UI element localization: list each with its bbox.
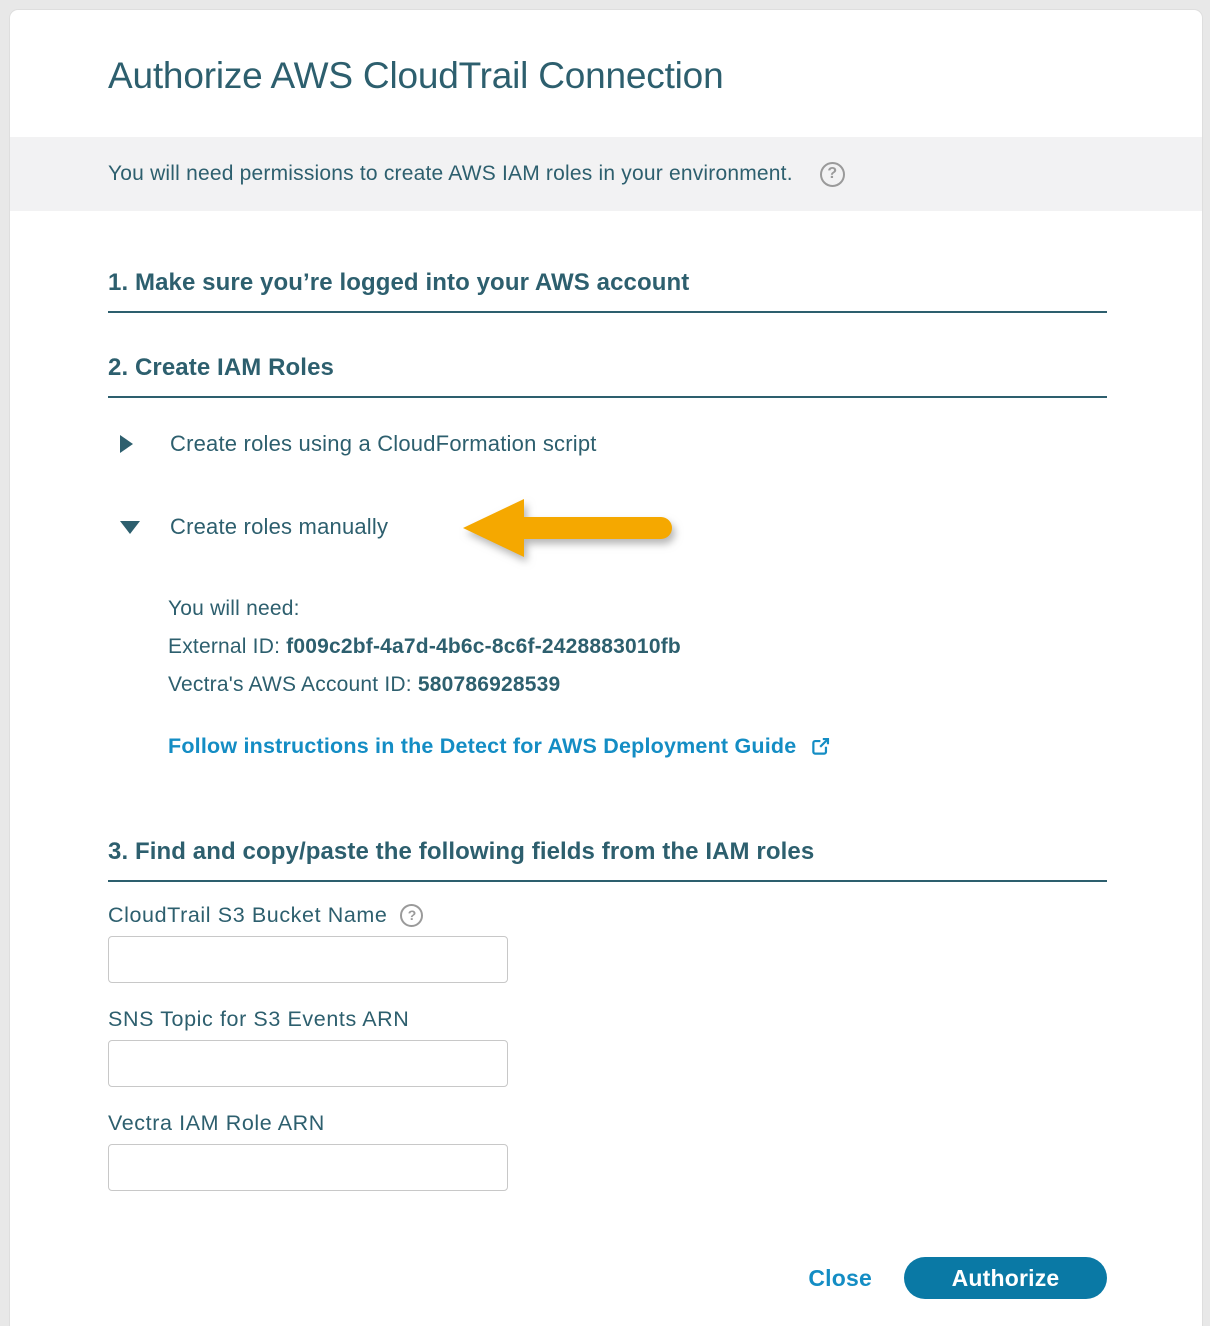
vectra-iam-role-arn-label: Vectra IAM Role ARN [108, 1111, 325, 1135]
annotation-arrow-icon [463, 497, 675, 561]
cloudtrail-s3-bucket-label: CloudTrail S3 Bucket Name [108, 903, 388, 927]
manual-roles-details [168, 590, 1107, 704]
deployment-guide-link[interactable] [168, 732, 831, 760]
page-title: Authorize AWS CloudTrail Connection [108, 55, 724, 96]
external-id-line: External ID: f009c2bf-4a7d-4b6c-8c6f-2428883010fb [168, 635, 681, 658]
manual-roles-disclosure-label: Create roles manually [170, 514, 389, 539]
cloudformation-disclosure-label: Create roles using a CloudFormation script [170, 431, 597, 456]
account-id-line: Vectra's AWS Account ID: 580786928539 [168, 673, 561, 696]
chevron-down-icon [120, 521, 140, 534]
permissions-banner [10, 137, 1202, 211]
step1-heading: 1. Make sure you’re logged into your AWS account [108, 268, 1107, 313]
deployment-guide-link-label: Follow instructions in the Detect for AWS Deployment Guide [168, 734, 797, 758]
authorize-button[interactable]: Authorize [904, 1257, 1107, 1299]
chevron-right-icon [120, 435, 133, 453]
field-cloudtrail-s3-bucket [108, 902, 1107, 983]
external-id-value: f009c2bf-4a7d-4b6c-8c6f-2428883010fb [286, 635, 681, 658]
step2-heading: 2. Create IAM Roles [108, 353, 1107, 398]
field-vectra-iam-role-arn [108, 1110, 1107, 1191]
permissions-banner-text: You will need permissions to create AWS IAM roles in your environment. [108, 162, 793, 185]
cloudformation-disclosure-row[interactable] [108, 431, 597, 457]
authorize-cloudtrail-modal [10, 10, 1202, 1326]
sns-topic-arn-label: SNS Topic for S3 Events ARN [108, 1007, 410, 1031]
manual-roles-disclosure-row[interactable] [108, 514, 388, 540]
help-circle-icon[interactable]: ? [400, 904, 423, 927]
modal-footer [108, 1257, 1107, 1299]
help-circle-icon[interactable]: ? [820, 162, 845, 187]
field-sns-topic-arn [108, 1006, 1107, 1087]
external-link-icon [810, 736, 831, 757]
account-id-value: 580786928539 [417, 673, 561, 696]
sns-topic-arn-input[interactable] [108, 1040, 508, 1087]
cloudtrail-s3-bucket-input[interactable] [108, 936, 508, 983]
step3-heading: 3. Find and copy/paste the following fields from the IAM roles [108, 837, 1107, 882]
close-button[interactable]: Close [808, 1264, 872, 1291]
vectra-iam-role-arn-input[interactable] [108, 1144, 508, 1191]
you-will-need-text: You will need: [168, 597, 300, 620]
